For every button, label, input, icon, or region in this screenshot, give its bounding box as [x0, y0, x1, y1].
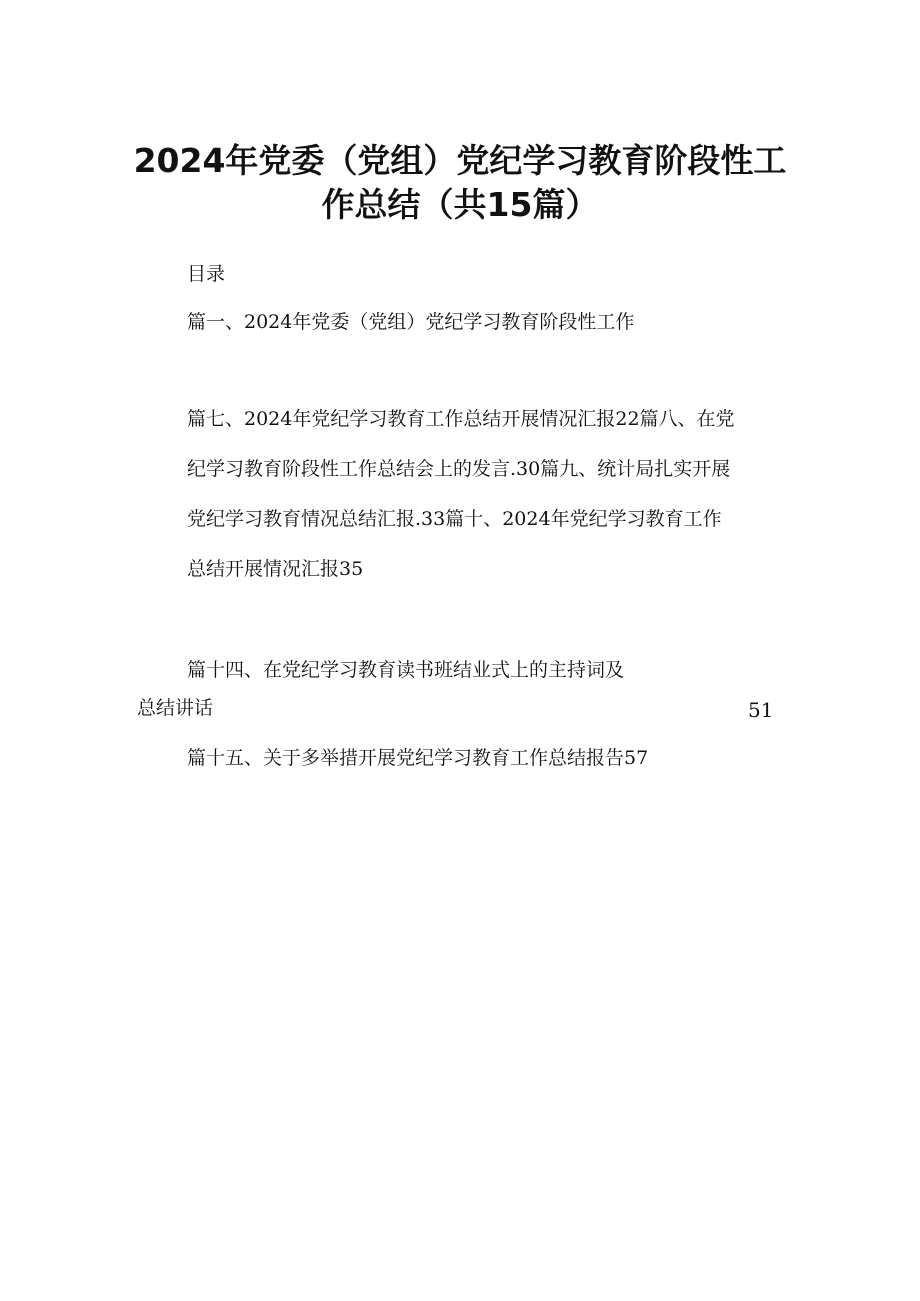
toc-entry-14-line-2: 总结讲话 — [137, 697, 214, 719]
title-line-2: 作总结（共15篇） — [321, 185, 599, 224]
toc-heading: 目录 — [187, 263, 226, 285]
toc-entries-7-10 — [187, 405, 797, 605]
toc-line: 党纪学习教育情况总结汇报.33篇十、2024年党纪学习教育工作 — [187, 508, 722, 530]
title-line-1: 2024年党委（党组）党纪学习教育阶段性工 — [133, 141, 787, 180]
toc-entry-14-line-1: 篇十四、在党纪学习教育读书班结业式上的主持词及 — [187, 659, 625, 681]
toc-line: 篇七、2024年党纪学习教育工作总结开展情况汇报22篇八、在党 — [187, 408, 735, 430]
toc-entry-1: 篇一、2024年党委（党组）党纪学习教育阶段性工作 — [187, 311, 635, 333]
toc-line: 纪学习教育阶段性工作总结会上的发言.30篇九、统计局扎实开展 — [187, 458, 731, 480]
toc-entry-14-page-number: 51 — [748, 698, 774, 722]
toc-line: 总结开展情况汇报35 — [187, 558, 364, 580]
toc-entry-15: 篇十五、关于多举措开展党纪学习教育工作总结报告57 — [187, 747, 649, 769]
